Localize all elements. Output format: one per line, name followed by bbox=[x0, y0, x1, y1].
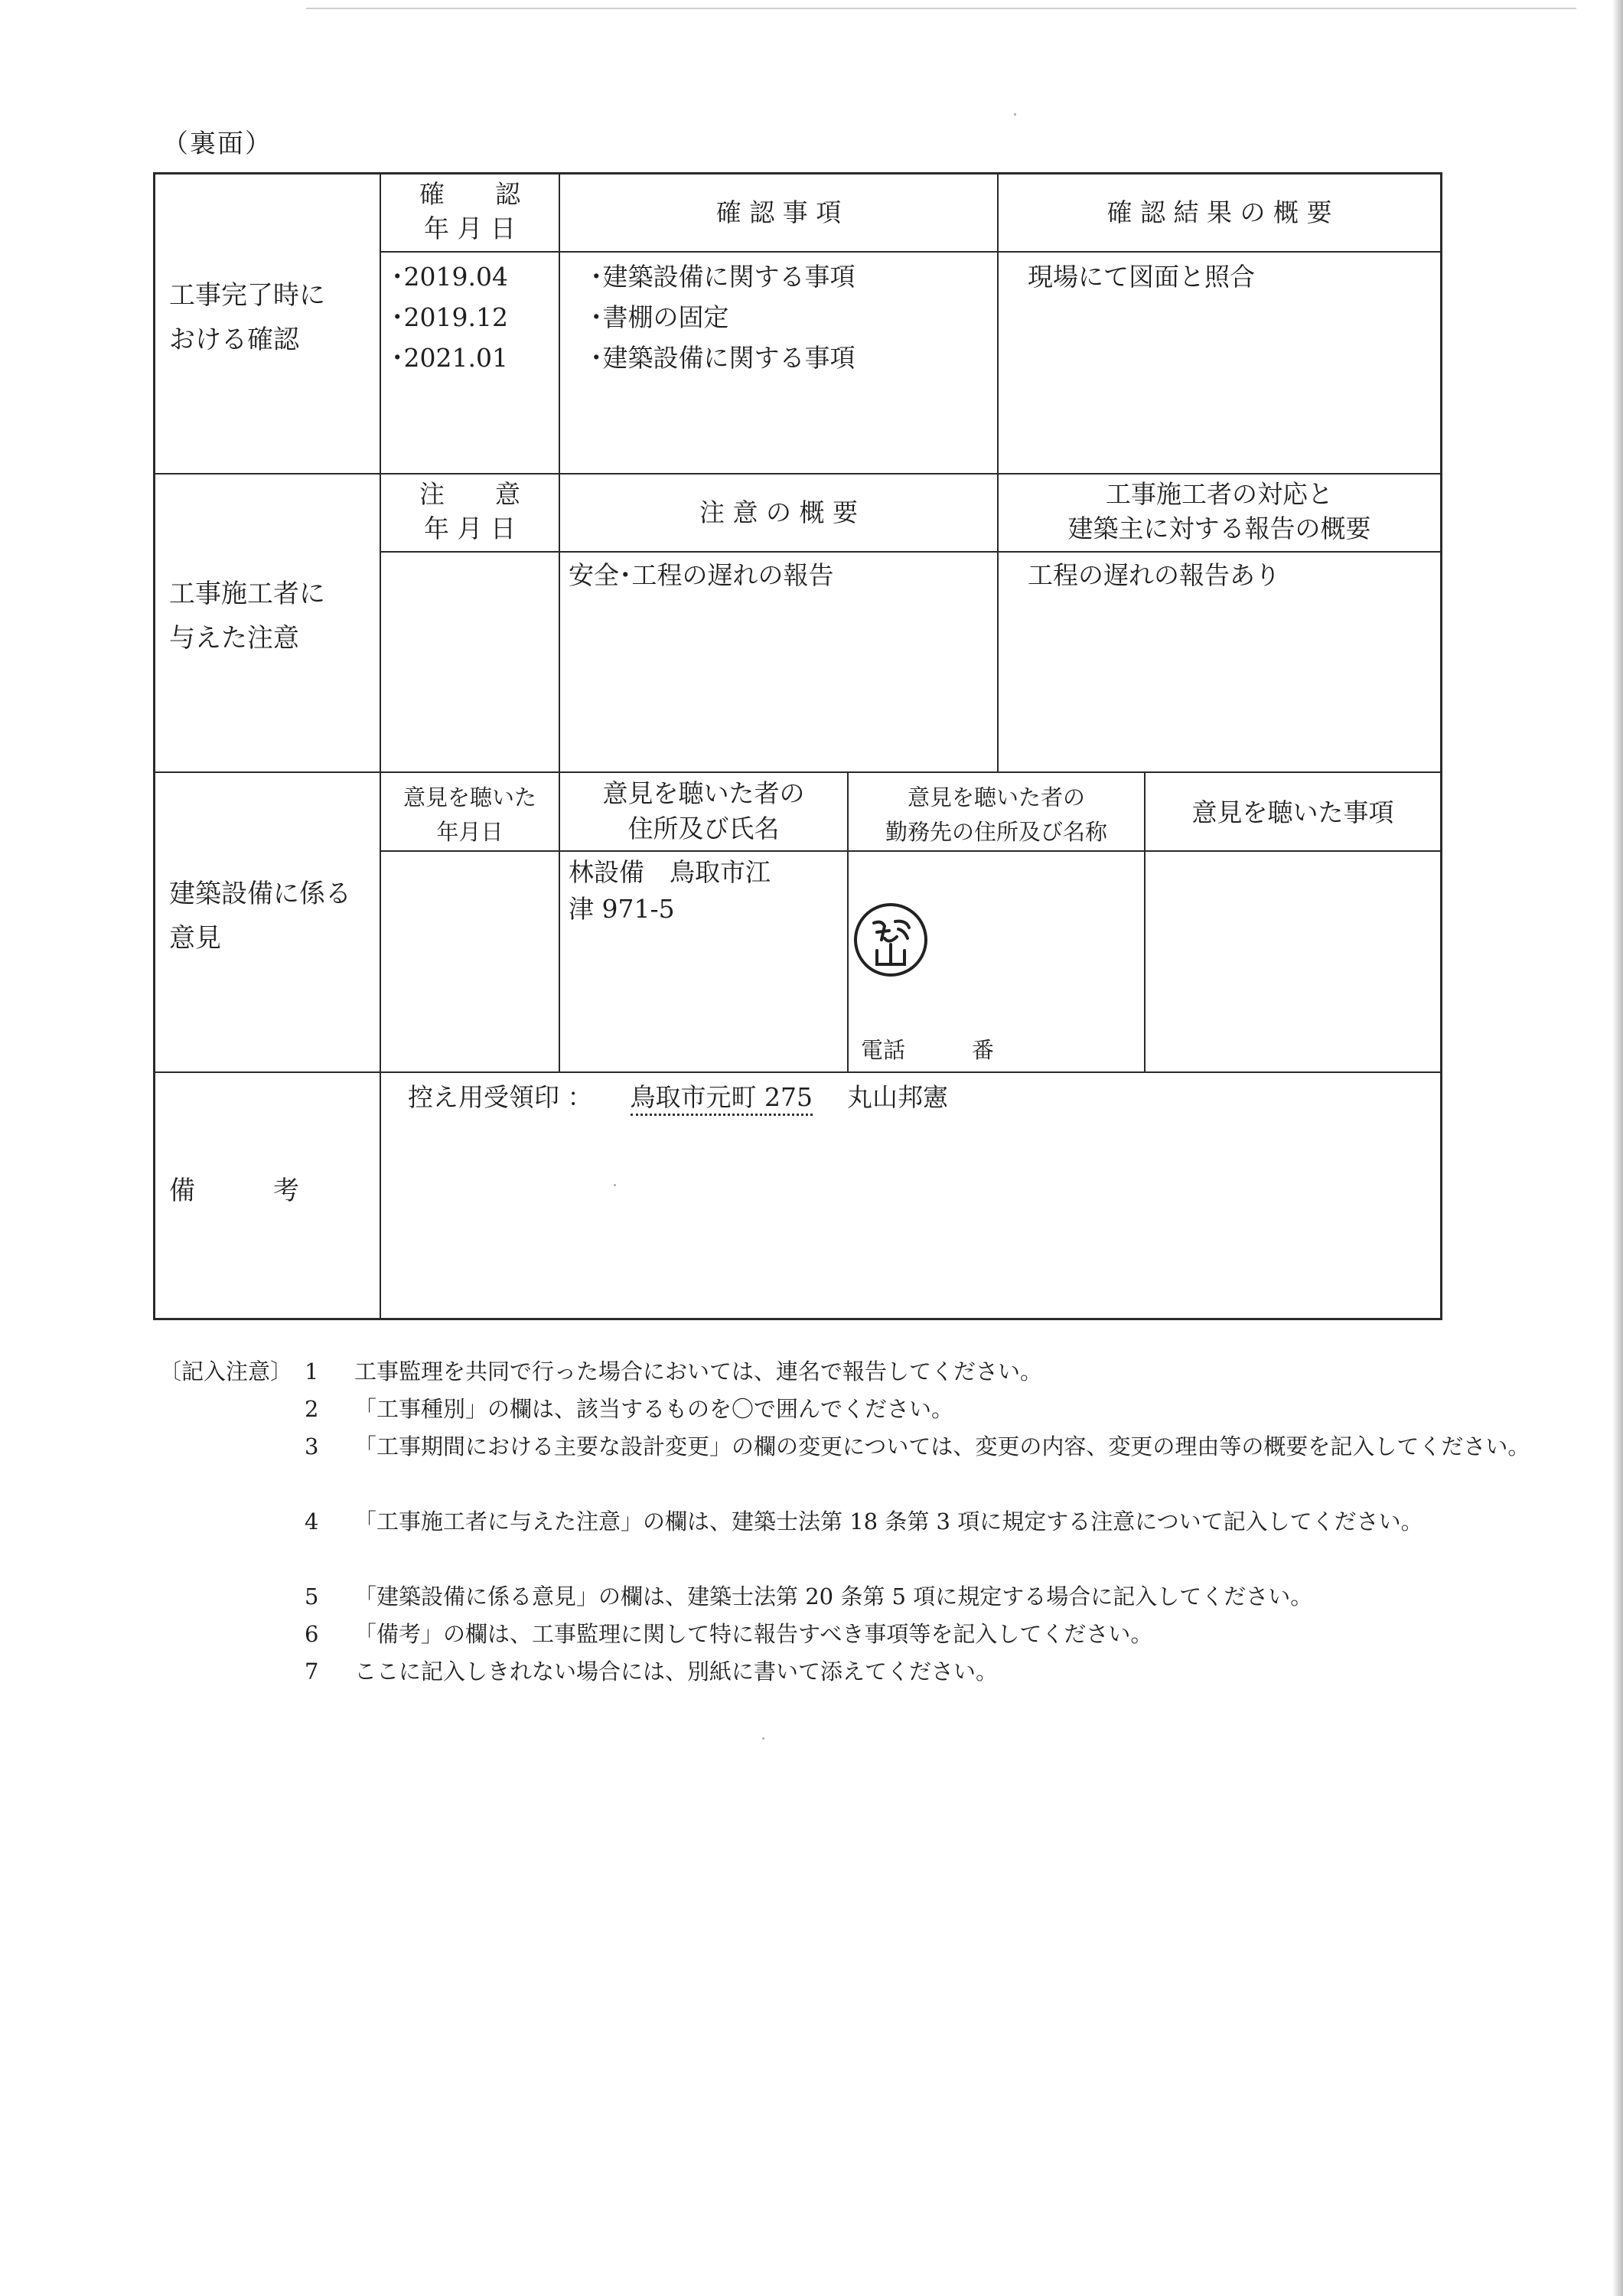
completion-item-header: 確 認 事 項 bbox=[715, 197, 842, 227]
caution-date-header: 注 意 年 月 日 bbox=[419, 479, 520, 543]
caution-response: 工程の遅れの報告あり bbox=[1028, 560, 1280, 590]
caution-summary-header: 注 意 の 概 要 bbox=[699, 497, 858, 527]
divider-caution-header bbox=[380, 551, 1440, 553]
opinion-matter-header: 意見を聴いた事項 bbox=[1191, 797, 1394, 827]
receipt-name: 丸山邦憲 bbox=[846, 1082, 948, 1112]
completion-date-header: 確 認 年 月 日 bbox=[419, 179, 520, 243]
caution-response-header: 工事施工者の対応と 建築主に対する報告の概要 bbox=[1067, 479, 1371, 543]
scan-speck bbox=[614, 1184, 616, 1186]
completion-dates: ･2019.04 ･2019.12 ･2021.01 bbox=[391, 262, 508, 373]
opinion-date-header: 意見を聴いた 年月日 bbox=[402, 784, 536, 845]
completion-items: ･建築設備に関する事項 ･書棚の固定 ･建築設備に関する事項 bbox=[590, 262, 855, 373]
personal-seal-stamp bbox=[851, 900, 930, 980]
divider-section-1 bbox=[155, 473, 1440, 475]
opinion-row-label: 建築設備に係る 意見 bbox=[169, 879, 351, 954]
opinion-workplace-header: 意見を聴いた者の 勤務先の住所及び名称 bbox=[885, 784, 1107, 845]
divider-completion-header bbox=[380, 251, 1440, 253]
completion-row-label: 工事完了時に おける確認 bbox=[169, 280, 325, 355]
caution-row-label: 工事施工者に 与えた注意 bbox=[169, 579, 325, 654]
divider-section-2 bbox=[155, 771, 1440, 773]
receipt-address: 鳥取市元町 275 bbox=[631, 1082, 813, 1116]
scan-top-line bbox=[306, 8, 1576, 9]
page-edge-shadow bbox=[1612, 0, 1623, 2296]
page-side-label: （裏面） bbox=[162, 129, 272, 159]
completion-result-header: 確 認 結 果 の 概 要 bbox=[1106, 197, 1332, 227]
receipt-stamp-line bbox=[408, 1078, 948, 1117]
opinion-name-header: 意見を聴いた者の 住所及び氏名 bbox=[602, 778, 805, 844]
scan-speck bbox=[762, 1737, 764, 1740]
divider-opinion-header bbox=[380, 850, 1440, 852]
report-form-table bbox=[153, 172, 1442, 1320]
divider-section-3 bbox=[155, 1071, 1440, 1073]
receipt-prefix: 控え用受領印 ： bbox=[408, 1082, 593, 1112]
remarks-row-label: 備 考 bbox=[169, 1176, 299, 1206]
scan-speck bbox=[1014, 113, 1016, 116]
completion-result: 現場にて図面と照合 bbox=[1028, 262, 1255, 292]
opinion-phone-label: 電話 番 bbox=[861, 1037, 995, 1063]
caution-summary: 安全･工程の遅れの報告 bbox=[569, 560, 834, 590]
entry-notes-heading: 〔記入注意〕 bbox=[159, 1358, 293, 1384]
divider-label-column bbox=[380, 174, 381, 1318]
opinion-name-value: 林設備 鳥取市江 津 971-5 bbox=[569, 857, 771, 924]
